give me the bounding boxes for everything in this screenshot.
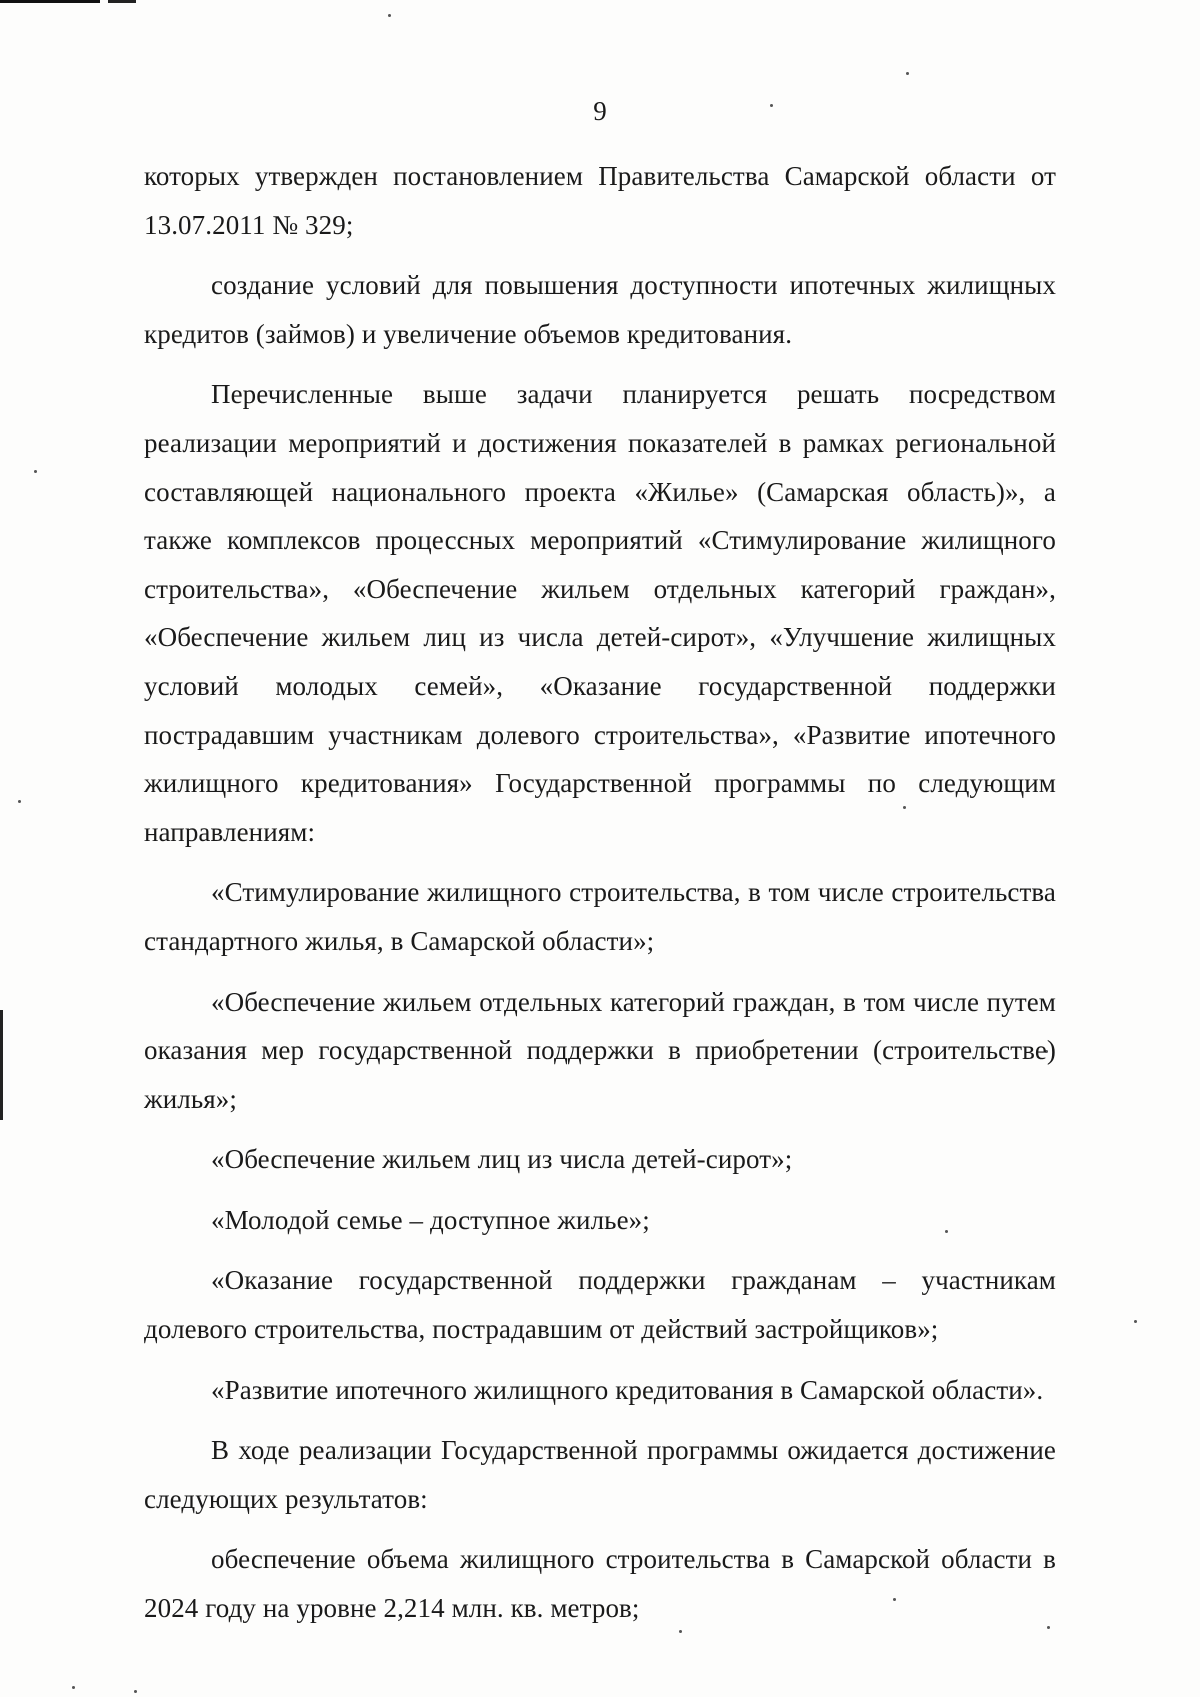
scan-speck	[72, 1686, 75, 1689]
body-text	[144, 152, 1056, 1633]
paragraph: «Обеспечение жильем лиц из числа детей-сирот»;	[211, 1144, 793, 1175]
scan-artifact-left-edge	[0, 1010, 3, 1120]
paragraph: «Молодой семье – доступное жилье»;	[211, 1204, 650, 1235]
scan-speck	[906, 72, 909, 75]
scan-artifact-top-bar-2	[108, 0, 136, 3]
scan-speck	[388, 14, 391, 17]
scan-speck	[18, 800, 21, 803]
scan-artifact-top-bar	[0, 0, 100, 3]
paragraph: создание условий для повышения доступности ипотечных жилищных кредитов (займов) и увеличение объемов кредитования.	[144, 270, 1056, 349]
paragraph: «Развитие ипотечного жилищного кредитования в Самарской области».	[211, 1374, 1044, 1405]
paragraph: «Оказание государственной поддержки гражданам – участникам долевого строительства, пострадавшим от действий застройщиков»;	[144, 1265, 1056, 1345]
paragraph: В ходе реализации Государственной программы ожидается достижение следующих результатов:	[144, 1435, 1056, 1514]
paragraph: обеспечение объема жилищного строительства в Самарской области в 2024 году на уровне 2,214 млн. кв. метров;	[144, 1544, 1056, 1624]
paragraph: Перечисленные выше задачи планируется решать посредством реализации мероприятий и достижения показателей в рамках региональной составляющей национального проекта «Жилье» (Самарская область)», а также комплексов процессных мероприятий «Стимулирование жилищного строительства», «Обеспечение жильем отдельных категорий граждан», «Обеспечение жильем лиц из числа детей-сирот», «Улучшение жилищных условий молодых семей», «Оказание государственной поддержки пострадавшим участникам долевого строительства», «Развитие ипотечного жилищного кредитования» Государственной программы по следующим направлениям:	[144, 379, 1056, 847]
scan-speck	[134, 1690, 137, 1693]
page-number: 9	[593, 96, 607, 126]
paragraph: «Обеспечение жильем отдельных категорий граждан, в том числе путем оказания мер государственной поддержки в приобретении (строительстве) жилья»;	[144, 986, 1056, 1114]
paragraph: которых утвержден постановлением Правительства Самарской области от 13.07.2011 № 329;	[144, 161, 1056, 240]
scan-speck	[34, 470, 37, 473]
paragraph: «Стимулирование жилищного строительства, в том числе строительства стандартного жилья, в Самарской области»;	[144, 877, 1056, 956]
scan-speck	[1134, 1320, 1137, 1323]
